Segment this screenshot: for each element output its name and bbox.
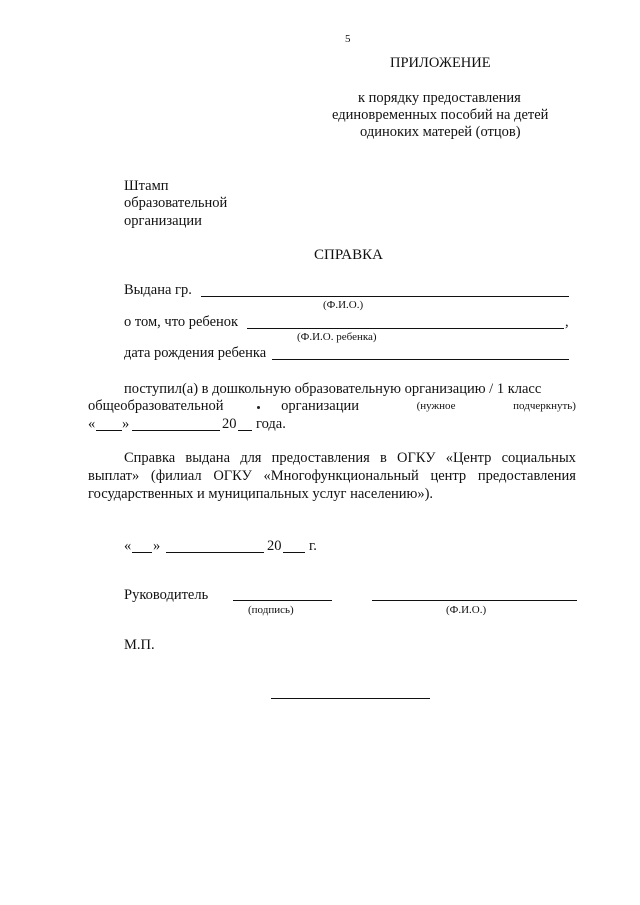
admission-month-line: [132, 430, 220, 431]
admission-line-2: [88, 398, 576, 415]
admission-word: подчеркнуть): [513, 400, 576, 412]
issued-name-hint: (Ф.И.О.): [323, 299, 364, 311]
purpose-word: (филиал: [150, 468, 202, 484]
admission-year-line: [238, 430, 252, 431]
appendix-title: ПРИЛОЖЕНИЕ: [390, 55, 491, 71]
purpose-word: для: [240, 450, 262, 466]
admission-date-close: »: [122, 416, 130, 432]
issued-name-line: [201, 296, 569, 297]
head-label: Руководитель: [124, 587, 209, 603]
child-name-hint: (Ф.И.О. ребенка): [297, 331, 377, 343]
seal-label: М.П.: [124, 637, 155, 653]
stray-mark: [257, 406, 260, 409]
purpose-line-3: государственных и муниципальных услуг населению»).: [88, 486, 434, 502]
date-year-line: [283, 552, 305, 553]
birth-date-line: [272, 359, 569, 360]
purpose-word: ОГКУ: [213, 468, 252, 484]
admission-day-line: [96, 430, 122, 431]
appendix-line-3: одиноких матерей (отцов): [360, 124, 521, 140]
closing-separator: [271, 698, 430, 699]
purpose-word: «Многофункциональный: [263, 468, 419, 484]
purpose-word: «Центр: [445, 450, 492, 466]
purpose-line-1: [124, 450, 576, 467]
signature-hint: (подпись): [248, 604, 294, 616]
admission-year-suffix: года.: [256, 416, 286, 432]
date-suffix: г.: [309, 538, 317, 554]
child-label: о том, что ребенок: [124, 314, 239, 330]
purpose-word: выплат»: [88, 468, 140, 484]
purpose-word: предоставления: [271, 450, 370, 466]
document-title: СПРАВКА: [314, 247, 383, 263]
stamp-line-3: организации: [124, 213, 202, 229]
page-number: 5: [345, 33, 351, 45]
admission-word: (нужное: [416, 400, 456, 412]
head-name-hint: (Ф.И.О.): [446, 604, 487, 616]
purpose-word: социальных: [501, 450, 576, 466]
date-day-line: [132, 552, 152, 553]
date-year-prefix: 20: [267, 538, 282, 554]
issued-label: Выдана гр.: [124, 282, 192, 298]
date-close: »: [153, 538, 161, 554]
stamp-line-2: образовательной: [124, 195, 228, 211]
child-comma: ,: [565, 314, 569, 330]
purpose-word: выдана: [185, 450, 231, 466]
appendix-line-1: к порядку предоставления: [358, 90, 521, 106]
admission-year-prefix: 20: [222, 416, 237, 432]
admission-date-open: «: [88, 416, 96, 432]
purpose-word: в: [379, 450, 387, 466]
purpose-word: предоставления: [477, 468, 576, 484]
purpose-line-2: [88, 468, 576, 485]
stamp-line-1: Штамп: [124, 178, 169, 194]
purpose-word: Справка: [124, 450, 176, 466]
purpose-word: ОГКУ: [397, 450, 436, 466]
appendix-line-2: единовременных пособий на детей: [332, 107, 549, 123]
child-name-line: [247, 328, 564, 329]
admission-line-1: поступил(а) в дошкольную образовательную организацию / 1 класс: [124, 381, 542, 397]
admission-word: организации: [281, 398, 360, 414]
signature-line: [233, 600, 332, 601]
date-month-line: [166, 552, 264, 553]
head-name-line: [372, 600, 577, 601]
birth-date-label: дата рождения ребенка: [124, 345, 267, 361]
admission-word: общеобразовательной: [88, 398, 224, 414]
purpose-word: центр: [430, 468, 467, 484]
date-open: «: [124, 538, 132, 554]
